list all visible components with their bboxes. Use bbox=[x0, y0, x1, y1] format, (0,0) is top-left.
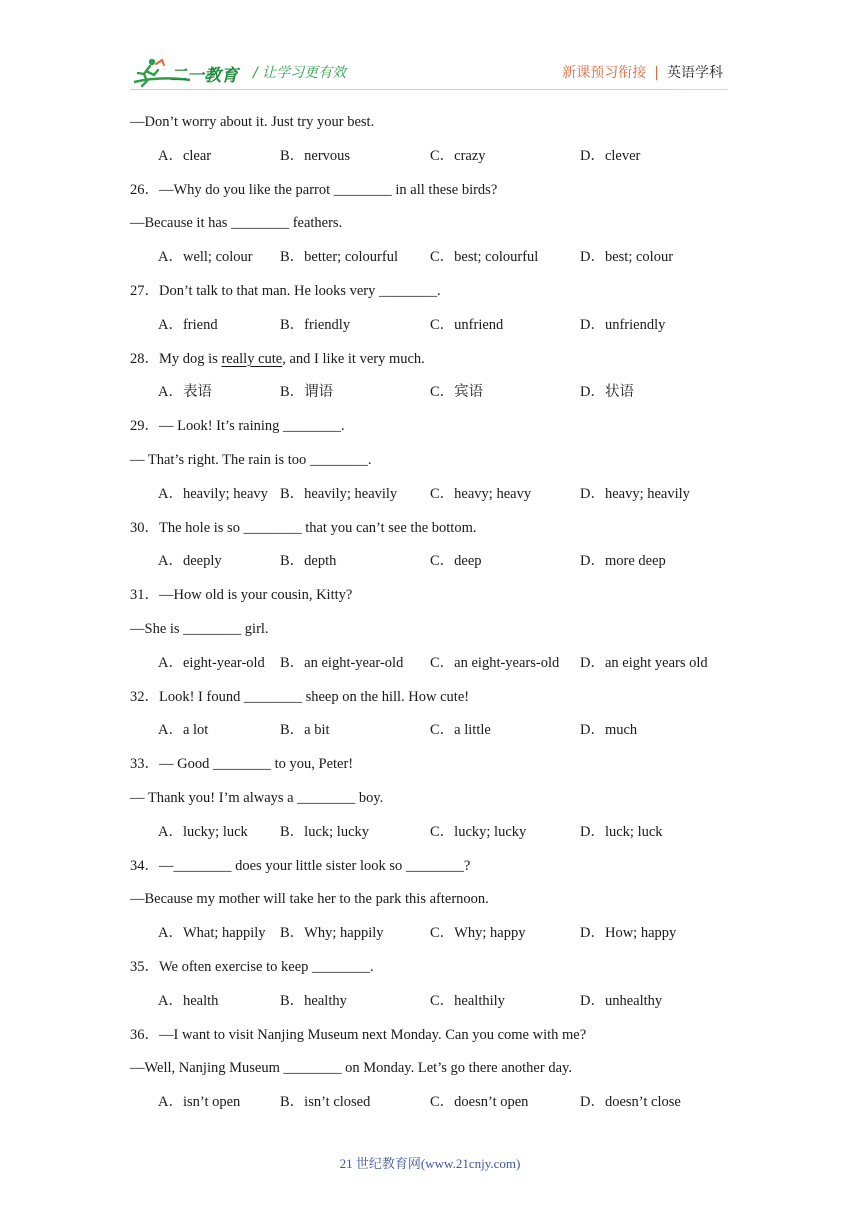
option-b: B．luck; lucky bbox=[280, 823, 370, 840]
question-text: 34．—________ does your little sister look so ________? bbox=[130, 857, 471, 874]
option-c: C．a little bbox=[430, 722, 491, 739]
option-c: C．lucky; lucky bbox=[430, 823, 527, 840]
question-text: 36．—I want to visit Nanjing Museum next Monday. Can you come with me? bbox=[130, 1026, 587, 1043]
options-row-25 bbox=[130, 142, 730, 176]
option-d: D．unhealthy bbox=[580, 992, 663, 1009]
option-a: A．health bbox=[158, 992, 219, 1009]
header-separator: | bbox=[654, 65, 659, 81]
question-text: 32．Look! I found ________ sheep on the hill. How cute! bbox=[130, 688, 470, 705]
options-row-32 bbox=[130, 716, 730, 750]
options-row-27 bbox=[130, 311, 730, 345]
option-a: A．What; happily bbox=[158, 925, 266, 942]
option-c: C．best; colourful bbox=[430, 249, 539, 266]
question-text: 29．— Look! It’s raining ________. bbox=[130, 418, 345, 435]
option-d: D．more deep bbox=[580, 553, 666, 570]
options-row-31 bbox=[130, 649, 730, 683]
option-b: B．isn’t closed bbox=[280, 1094, 371, 1111]
option-a: A．clear bbox=[158, 147, 212, 164]
option-a: A．friend bbox=[158, 316, 218, 333]
option-c: C．heavy; heavy bbox=[430, 485, 532, 502]
question-prefix: 28．My dog is bbox=[130, 350, 222, 367]
option-d: D．luck; luck bbox=[580, 823, 663, 840]
options-row-33 bbox=[130, 818, 730, 852]
options-row-35 bbox=[130, 987, 730, 1021]
option-c: C．deep bbox=[430, 553, 482, 570]
header-subject-label: 英语学科 bbox=[667, 65, 723, 81]
option-a: A．eight-year-old bbox=[158, 654, 265, 671]
option-d: D．clever bbox=[580, 147, 641, 164]
question-text bbox=[130, 345, 730, 379]
question-text: 35．We often exercise to keep ________. bbox=[130, 958, 374, 975]
header-subject bbox=[562, 62, 723, 82]
option-d: D．doesn’t close bbox=[580, 1094, 681, 1111]
option-c: C．crazy bbox=[430, 147, 486, 164]
option-a: A．heavily; heavy bbox=[158, 485, 268, 502]
option-b: B．谓语 bbox=[280, 384, 334, 401]
question-text: 26．—Why do you like the parrot ________ in all these birds? bbox=[130, 181, 498, 198]
option-b: B．depth bbox=[280, 553, 337, 570]
option-c: C．healthily bbox=[430, 992, 505, 1009]
options-row-26 bbox=[130, 243, 730, 277]
option-d: D．状语 bbox=[580, 384, 634, 401]
question-list bbox=[130, 108, 730, 1122]
logo-text: 二一教育 bbox=[170, 66, 238, 86]
question-text: —Because my mother will take her to the park this afternoon. bbox=[130, 891, 489, 908]
option-a: A．deeply bbox=[158, 553, 222, 570]
option-a: A．well; colour bbox=[158, 249, 253, 266]
question-text: 31．—How old is your cousin, Kitty? bbox=[130, 587, 353, 604]
option-a: A．a lot bbox=[158, 722, 209, 739]
header-divider bbox=[130, 89, 728, 90]
option-b: B．better; colourful bbox=[280, 249, 398, 266]
option-b: B．healthy bbox=[280, 992, 347, 1009]
options-row-34 bbox=[130, 919, 730, 953]
question-text: 30．The hole is so ________ that you can’t see the bottom. bbox=[130, 519, 477, 536]
header-course-label: 新课预习衔接 bbox=[562, 65, 647, 81]
page-footer: 21 世纪教育网(www.21cnjy.com) bbox=[339, 1156, 521, 1171]
question-text: —Because it has ________ feathers. bbox=[130, 215, 343, 232]
options-row-36 bbox=[130, 1088, 730, 1122]
option-d: D．How; happy bbox=[580, 925, 677, 942]
option-c: C．an eight-years-old bbox=[430, 654, 560, 671]
question-text: — That’s right. The rain is too ________. bbox=[130, 451, 372, 468]
option-b: B．an eight-year-old bbox=[280, 654, 404, 671]
option-c: C．unfriend bbox=[430, 316, 504, 333]
option-a: A．isn’t open bbox=[158, 1094, 241, 1111]
question-text: —Don’t worry about it. Just try your best. bbox=[130, 114, 375, 130]
question-text: —She is ________ girl. bbox=[130, 620, 269, 637]
option-d: D．heavy; heavily bbox=[580, 485, 690, 502]
question-text: 33．— Good ________ to you, Peter! bbox=[130, 756, 354, 773]
question-text: —Well, Nanjing Museum ________ on Monday. Let’s go there another day. bbox=[130, 1060, 572, 1077]
option-a: A．表语 bbox=[158, 384, 212, 401]
options-row-28 bbox=[130, 378, 730, 412]
option-b: B．nervous bbox=[280, 147, 351, 164]
option-d: D．unfriendly bbox=[580, 316, 666, 333]
option-c: C．doesn’t open bbox=[430, 1094, 529, 1111]
header-slogan: / 让学习更有效 bbox=[253, 65, 347, 81]
options-row-29 bbox=[130, 480, 730, 514]
option-b: B．Why; happily bbox=[280, 925, 384, 942]
question-text: 27．Don’t talk to that man. He looks very ________. bbox=[130, 282, 441, 299]
option-c: C．宾语 bbox=[430, 384, 484, 401]
option-b: B．heavily; heavily bbox=[280, 485, 398, 502]
option-d: D．an eight years old bbox=[580, 654, 708, 671]
underlined-phrase: really cute bbox=[221, 350, 283, 367]
option-b: B．friendly bbox=[280, 316, 351, 333]
question-text: — Thank you! I’m always a ________ boy. bbox=[130, 789, 384, 806]
page-header bbox=[0, 0, 860, 100]
option-a: A．lucky; luck bbox=[158, 823, 248, 840]
option-d: D．best; colour bbox=[580, 249, 674, 266]
question-suffix: , and I like it very much. bbox=[282, 350, 425, 367]
option-b: B．a bit bbox=[280, 722, 330, 739]
option-c: C．Why; happy bbox=[430, 925, 526, 942]
option-d: D．much bbox=[580, 722, 638, 739]
options-row-30 bbox=[130, 547, 730, 581]
